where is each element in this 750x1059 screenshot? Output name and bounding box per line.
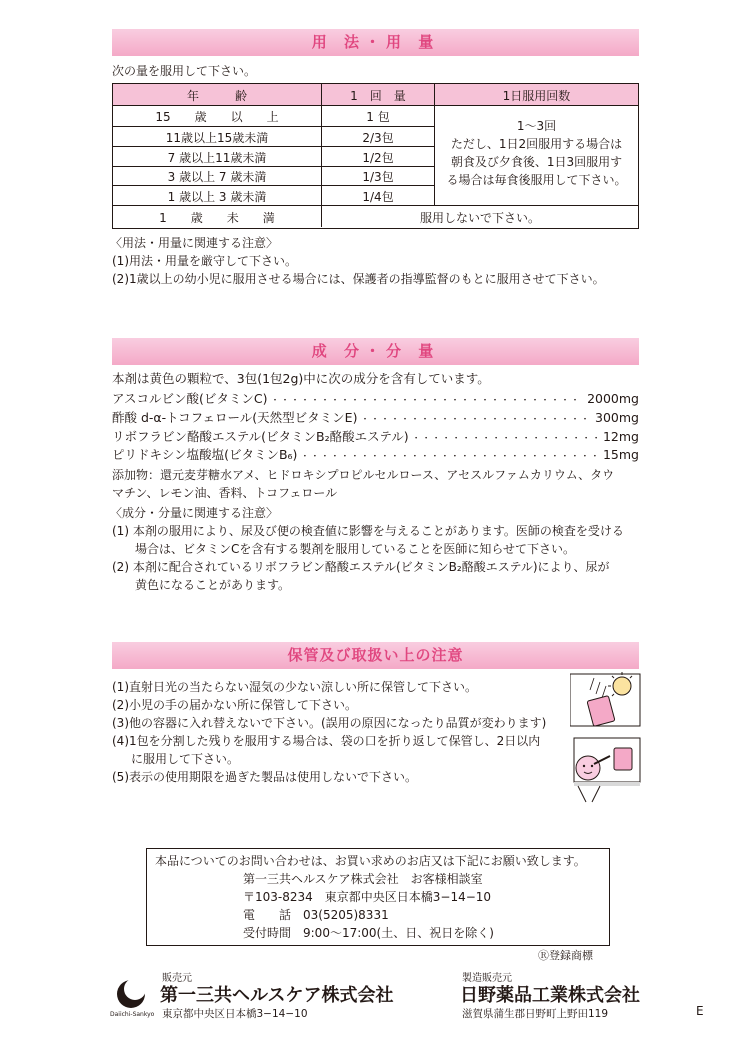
maker-name: 日野薬品工業株式会社: [460, 985, 640, 1006]
usage-heading: 用 法・用 量: [112, 29, 639, 56]
header-dose: 1 回 量: [350, 89, 406, 103]
contact-phone: 電 話 03(5205)8331: [243, 908, 389, 922]
usage-note: (2)1歳以上の幼小児に服用させる場合には、保護者の指導監督のもとに服用させて下さい。: [112, 272, 605, 286]
page-mark: E: [696, 1004, 704, 1018]
table-row-dose: 1/4包: [362, 190, 394, 204]
table-row-age: 3 歳以上 7 歳未満: [167, 170, 267, 184]
ingredient-name: ピリドキシン塩酸塩(ビタミンB₆): [112, 447, 298, 462]
additives-line: 添加物：還元麦芽糖水アメ、ヒドロキシプロピルセルロース、アセスルファムカリウム、タウ: [112, 468, 615, 482]
storage-line: (3)他の容器に入れ替えないで下さい。(誤用の原因になったり品質が変わります): [112, 716, 547, 730]
ingredients-heading: 成 分・分 量: [112, 338, 639, 365]
ingredient-amount: 2000mg: [587, 391, 639, 406]
contact-intro: 本品についてのお問い合わせは、お買い求めのお店又は下記にお願い致します。: [155, 854, 586, 868]
seller-label: 販売元: [162, 973, 192, 984]
header-frequency: 1日服用回数: [502, 89, 571, 103]
seller-address: 東京都中央区日本橋3−14−10: [162, 1008, 308, 1020]
usage-intro: 次の量を服用して下さい。: [112, 64, 257, 78]
header-age: 年 齢: [186, 89, 247, 103]
frequency-line: る場合は毎食後服用して下さい。: [446, 173, 627, 187]
storage-line: (4)1包を分割した残りを服用する場合は、袋の口を折り返して保管し、2日以内: [112, 734, 541, 748]
ingredient-row: [112, 447, 639, 465]
table-row-dose: 1/3包: [362, 170, 394, 184]
maker-address: 滋賀県蒲生郡日野町上野田119: [462, 1008, 609, 1020]
maker-label: 製造販売元: [462, 973, 512, 984]
contact-hours: 受付時間 9:00〜17:00(土、日、祝日を除く): [243, 926, 494, 940]
storage-line: (5)表示の使用期限を過ぎた製品は使用しないで下さい。: [112, 770, 418, 784]
frequency-line: ただし、1日2回服用する場合は: [450, 137, 623, 151]
table-row-age: 15 歳 以 上: [155, 110, 279, 124]
logo-caption: Daiichi-Sankyo: [110, 1011, 155, 1018]
storage-line: (2)小児の手の届かない所に保管して下さい。: [112, 698, 357, 712]
table-row-age: 1 歳以上 3 歳未満: [167, 190, 267, 204]
dosage-table: [112, 83, 639, 229]
ingredients-notes-title: 〈成分・分量に関連する注意〉: [110, 506, 279, 520]
table-row-age: 1 歳 未 満: [159, 211, 275, 225]
ingredients-note: (2) 本剤に配合されているリボフラビン酪酸エステル(ビタミンB₂酪酸エステル)により、尿が: [112, 560, 610, 574]
table-row-age: 11歳以上15歳未満: [165, 131, 269, 145]
storage-warning-illustration: [570, 672, 642, 804]
table-row-age: 7 歳以上11歳未満: [167, 151, 267, 165]
frequency-line: 1〜3回: [516, 119, 557, 133]
storage-heading: 保管及び取扱い上の注意: [112, 642, 639, 669]
ingredients-intro: 本剤は黄色の顆粒で、3包(1包2g)中に次の成分を含有しています。: [112, 371, 490, 386]
ingredient-amount: 15mg: [602, 447, 639, 462]
storage-line: に服用して下さい。: [131, 752, 240, 766]
not-for-use-note: 服用しないで下さい。: [419, 211, 540, 225]
table-row-dose: 2/3包: [362, 131, 394, 145]
ingredient-row: [112, 410, 639, 428]
ingredient-row: [112, 391, 639, 409]
storage-line: (1)直射日光の当たらない湿気の少ない涼しい所に保管して下さい。: [112, 680, 478, 694]
ingredient-name: 酢酸 d-α-トコフェロール(天然型ビタミンE): [112, 410, 358, 425]
contact-box: [146, 848, 610, 946]
frequency-line: 朝食及び夕食後、1日3回服用す: [450, 155, 623, 169]
ingredients-note: (1) 本剤の服用により、尿及び便の検査値に影響を与えることがあります。医師の検査を受ける: [112, 524, 624, 538]
contact-company: 第一三共ヘルスケア株式会社 お客様相談室: [243, 872, 483, 886]
registered-trademark: Ⓡ登録商標: [538, 949, 593, 962]
ingredient-amount: 300mg: [595, 410, 639, 425]
seller-name: 第一三共ヘルスケア株式会社: [160, 985, 394, 1006]
contact-address: 〒103-8234 東京都中央区日本橋3−14−10: [243, 890, 492, 904]
usage-notes-title: 〈用法・用量に関連する注意〉: [110, 236, 279, 250]
ingredient-name: アスコルビン酸(ビタミンC): [112, 391, 268, 406]
ingredient-amount: 12mg: [602, 429, 639, 444]
ingredient-row: [112, 429, 639, 447]
table-row-dose: 1/2包: [362, 151, 394, 165]
ingredients-note: 場合は、ビタミンCを含有する製剤を服用していることを医師に知らせて下さい。: [135, 542, 576, 556]
additives-line: マチン、レモン油、香料、トコフェロール: [112, 486, 338, 500]
table-row-dose: 1 包: [366, 110, 390, 124]
usage-note: (1)用法・用量を厳守して下さい。: [112, 254, 297, 268]
ingredients-note: 黄色になることがあります。: [135, 578, 291, 592]
ingredient-name: リボフラビン酪酸エステル(ビタミンB₂酪酸エステル): [112, 429, 409, 444]
